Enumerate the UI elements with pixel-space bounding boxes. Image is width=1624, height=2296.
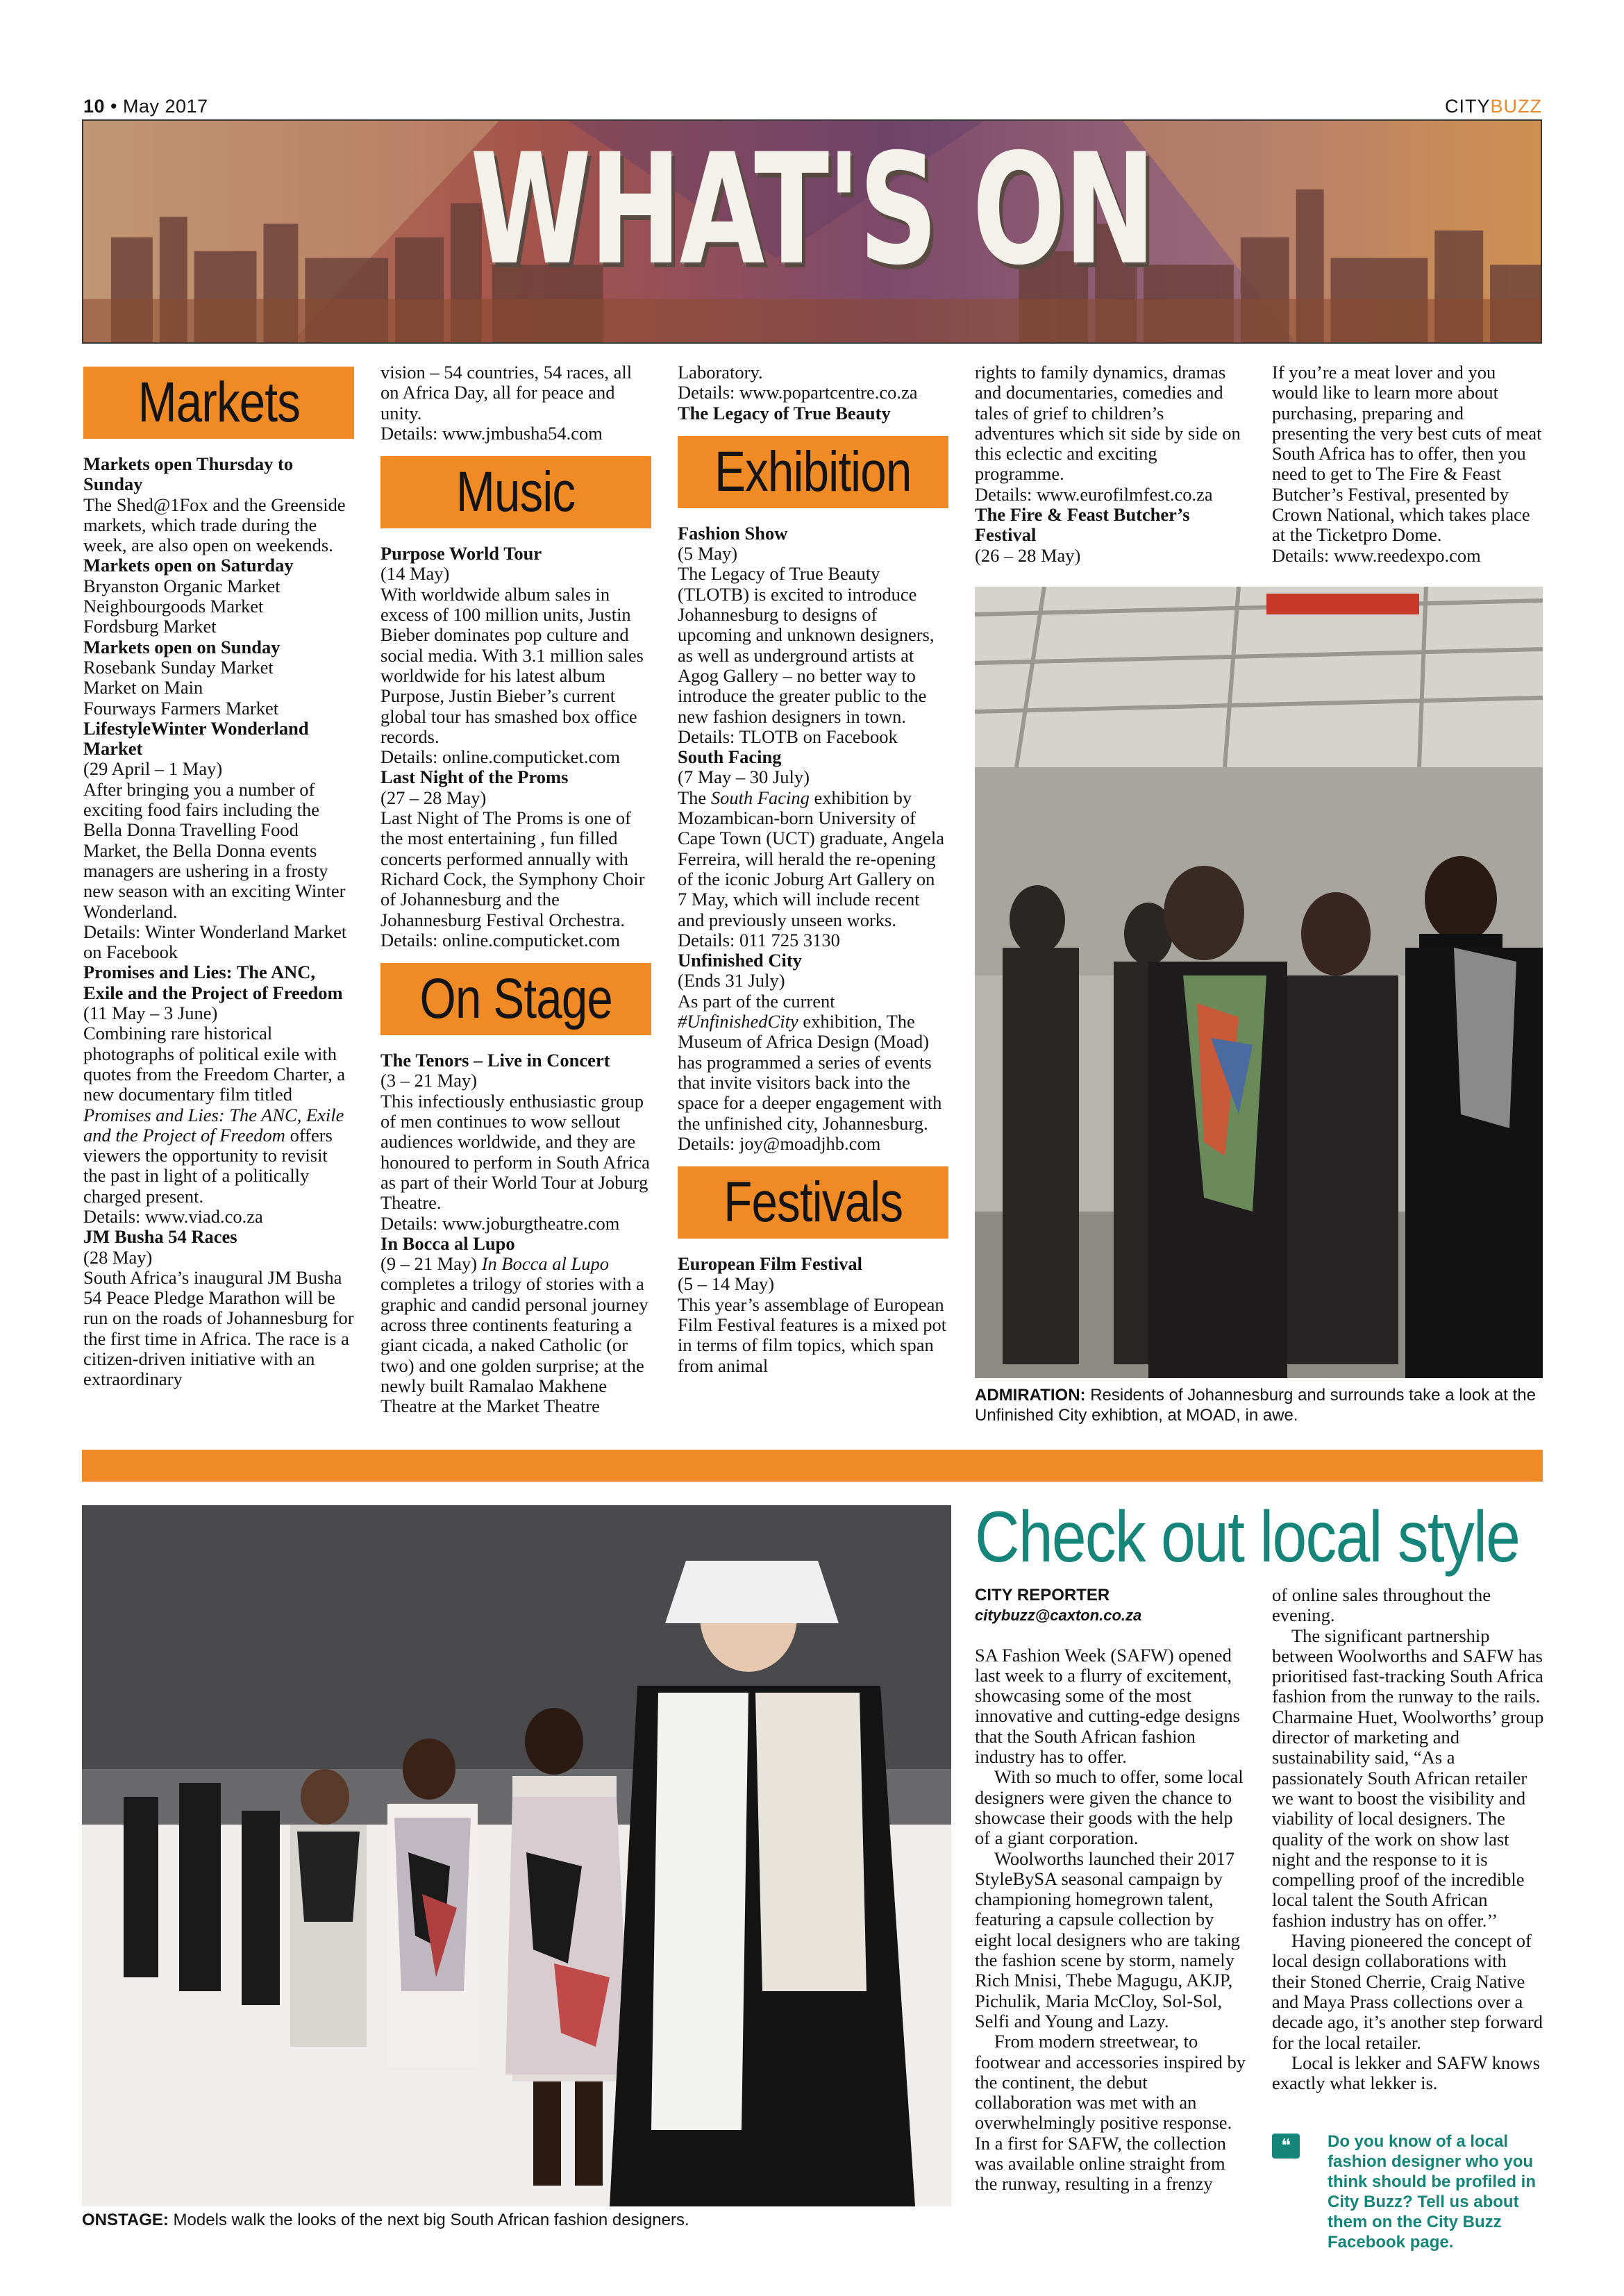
caption-label: ADMIRATION: [975,1386,1086,1405]
listing-heading: European Film Festival [678,1253,862,1275]
listing-text: Details: www.popartcentre.co.za [678,382,918,403]
listing-text: Combining rare historical photographs of political exile with quotes from the Freedom Charter, a new documentary film titled Promises and Lies: The ANC, Exile and the Project of Freedom offers viewers the opportunity to revisit the past in light of a politically charged present. [83,1023,346,1207]
section-header-markets: Markets [83,367,354,439]
listing-text: (3 – 21 May) [380,1070,478,1091]
byline-email: citybuzz@caxton.co.za [975,1607,1142,1625]
article-paragraph: The significant partnership between Woolworths and SAFW has prioritised fast-tracking South Africa fashion from the runway to the rails. Charmaine Huet, Woolworths’ group director of marketing and sustainability said, “As a passionately South African retailer we want to boost the visibility and viability of local designers. The quality of the work on show last night and the response to it is compelling proof of the incredible local talent the South African fashion industry has on offer.’’ [1272,1625,1544,1931]
listing-heading: Last Night of the Proms [380,766,569,788]
byline: CITY REPORTER [975,1586,1110,1604]
article-headline: Check out local style [975,1497,1520,1577]
listing-text: Details: www.viad.co.za [83,1205,263,1227]
article-paragraph: of online sales throughout the evening. [1272,1584,1491,1626]
listing-text: Details: online.computicket.com [380,929,621,950]
article-body-b [1272,1585,1544,2093]
gallery-visitors-image [975,587,1543,1378]
listing-heading: Markets open Thursday to Sunday [83,453,294,495]
on-stage-listings [380,1050,651,1416]
jm-busha-continuation [380,362,651,444]
listing-text: (26 – 28 May) [975,544,1081,566]
listing-text: South Africa’s inaugural JM Busha 54 Peace Pledge Marathon will be run on the roads of Johannesburg for the first time in Africa. The race is a citizen-driven initiative with an extraordinary [83,1266,354,1390]
listing-heading: South Facing [678,746,782,768]
listing-text: The South Facing exhibition by Mozambican-born University of Cape Town (UCT) graduate, Angela Ferreira, will herald the re-opening of the iconic Joburg Art Gallery on 7 May, which will include recent and previously unseen works. [678,787,945,930]
listing-text: (11 May – 3 June) [83,1003,218,1024]
column-1 [83,362,354,1390]
listing-text: (27 – 28 May) [380,787,487,808]
listing-text: Details: www.reedexpo.com [1272,544,1481,566]
listing-text: Details: 011 725 3130 [678,929,840,950]
listing-text: (5 May) [678,543,738,564]
listing-text: The Shed@1Fox and the Greenside markets, which trade during the week, are also open on weekends. [83,494,346,556]
listing-text: The Legacy of True Beauty (TLOTB) is excited to introduce Johannesburg to designs of upcoming and unknown designers, as well as underground artists at Agog Gallery – no better way to introduce the greater public to the new fashion designers in town. [678,563,935,727]
listing-heading: Purpose World Tour [380,543,542,564]
banner-title: WHAT'S ON [470,121,1154,299]
listing-text: Details: www.eurofilmfest.co.za [975,483,1213,505]
caption-onstage [82,2210,951,2230]
article-paragraph: With so much to offer, some local designers were given the chance to showcase their goods with the help of a giant corporation. [975,1766,1244,1849]
article-paragraph: Having pioneered the concept of local design collaborations with their Stoned Cherrie, Craig Native and Maya Prass collections over a decade ago, it’s another step forward for the local retailer. [1272,1930,1543,2053]
brand-logo [1445,96,1542,117]
listing-text: Laboratory. [678,362,763,383]
listing-text: Rosebank Sunday Market [83,656,274,678]
fire-feast-listing [1272,362,1544,566]
listing-text: (29 April – 1 May) [83,758,223,780]
listing-text: Market on Main [83,677,203,698]
column-3 [678,362,948,1376]
brand-buzz: BUZZ [1490,96,1542,117]
listing-text: Details: Winter Wonderland Market on Facebook [83,921,347,963]
section-header-music: Music [380,456,651,528]
listing-text: Fourways Farmers Market [83,697,279,719]
listing-text: After bringing you a number of exciting food fairs including the Bella Donna Travelling Food Market, the Bella Donna events managers are ushering in a frosty new season with an exciting Winter Wonderland. [83,778,346,922]
listing-text: If you’re a meat lover and you would like to learn more about purchasing, preparing and presenting the very best cuts of meat South Africa has to offer, then you need to get to The Fire & Feast Butcher’s Festival, presented by Crown National, which takes place at the Ticketpro Dome. [1272,362,1542,546]
listing-text: As part of the current #UnfinishedCity exhibition, The Museum of Africa Design (Moad) has programmed a series of events that invite visitors back into the space for a deeper engagement with the unfinished city, Johannesburg. [678,990,942,1134]
listing-heading: JM Busha 54 Races [83,1226,237,1248]
listing-text: Last Night of The Proms is one of the most entertaining , fun filled concerts performed annually with Richard Cock, the Symphony Choir of Johannesburg and the Johannesburg Festival Orchestra. [380,807,645,930]
listing-heading: The Tenors – Live in Concert [380,1050,610,1071]
column-5 [1272,362,1544,566]
issue-date: May 2017 [123,96,208,117]
festivals-listings [678,1254,948,1376]
listing-text: Details: TLOTB on Facebook [678,726,898,747]
article-column-a [975,1585,1246,2195]
listing-heading: The Legacy of True Beauty [678,402,891,424]
festivals-continuation [975,362,1246,566]
exhibition-top [678,362,948,424]
listing-text: (28 May) [83,1246,153,1268]
listing-text: (9 – 21 May) In Bocca al Lupo completes a trilogy of stories with a graphic and candid personal journey across three continents featuring a giant cicada, a naked Catholic (or two) and one golden surprise; at the newly built Ramalao Makhene Theatre at the Market Theatre [380,1253,648,1417]
column-2 [380,362,651,1416]
listing-text: Details: www.joburgtheatre.com [380,1212,620,1234]
listing-heading: LifestyleWinter Wonderland Market [83,717,309,760]
markets-listings [83,454,354,1390]
section-header-exhibition: Exhibition [678,436,948,508]
callout-text: Do you know of a local fashion designer who you think should be profiled in City Buzz? Tell us about them on the City Buzz Facebook page. [1328,2132,1536,2252]
caption-admiration [975,1385,1543,1425]
article-paragraph: Local is lekker and SAFW knows exactly what lekker is. [1272,2052,1540,2094]
listing-text: With worldwide album sales in excess of 100 million units, Justin Bieber dominates pop culture and social media. With 3.1 million sales worldwide for his latest album Purpose, Justin Bieber’s current global tour has smashed box office records. [380,583,644,747]
listing-heading: Markets open on Saturday [83,555,294,576]
column-4 [975,362,1246,566]
listing-text: Details: joy@moadjhb.com [678,1132,881,1154]
article-column-b [1272,1585,1544,2093]
caption-label: ONSTAGE: [82,2211,169,2229]
exhibition-listings [678,523,948,1154]
article-body-a [975,1645,1246,2195]
page-folio: 10 • May 2017 [83,96,208,117]
listing-heading: Unfinished City [678,950,802,971]
runway-photo [82,1505,951,2206]
listing-text: This infectiously enthusiastic group of men continues to wow sellout audiences worldwide, and they are honoured to perform in South Africa as part of their World Tour at Joburg Theatre. [380,1090,650,1214]
article-paragraph: From modern streetwear, to footwear and accessories inspired by the continent, the debut collaboration was met with an overwhelmingly positive response. In a first for SAFW, the collection was available online straight from the runway, resulting in a frenzy [975,2031,1246,2195]
brand-city: CITY [1444,96,1491,117]
listing-text: Details: www.jmbusha54.com [380,422,603,444]
listing-text: (7 May – 30 July) [678,766,810,788]
fashion-runway-image [82,1505,951,2206]
listing-text: rights to family dynamics, dramas and documentaries, comedies and tales of grief to children’s adventures which sit side by side on this eclectic and exciting programme. [975,362,1241,485]
listing-text: (14 May) [380,563,450,585]
section-divider-bar [82,1450,1543,1482]
callout-box [1272,2131,1544,2252]
article-paragraph: SA Fashion Week (SAFW) opened last week to a flurry of excitement, showcasing some of the most innovative and cutting-edge designs that the South African fashion industry has to offer. [975,1644,1240,1768]
quote-icon: ❝ [1272,2134,1300,2159]
listing-heading: In Bocca al Lupo [380,1232,515,1254]
listing-text: Details: online.computicket.com [380,746,621,768]
listing-text: vision – 54 countries, 54 races, all on Africa Day, all for peace and unity. [380,362,633,424]
listing-text: Neighbourgoods Market [83,596,264,617]
listing-text: Fordsburg Market [83,616,217,637]
listing-text: (5 – 14 May) [678,1273,775,1295]
listing-heading: Fashion Show [678,522,788,544]
caption-text: Residents of Johannesburg and surrounds take a look at the Unfinished City exhibtion, at MOAD, in awe. [975,1386,1536,1425]
section-header-festivals: Festivals [678,1166,948,1239]
listing-text: Bryanston Organic Market [83,575,281,596]
listing-text: This year’s assemblage of European Film Festival features is a mixed pot in terms of film topics, which span from animal [678,1293,947,1376]
article-paragraph: Woolworths launched their 2017 StyleBySA seasonal campaign by championing homegrown talent, featuring a capsule collection by eight local designers who are taking the fashion scene by storm, namely Rich Mnisi, Thebe Magugu, AKJP, Pichulik, Maria McCloy, Sol-Sol, Selfi and Young and Lazy. [975,1847,1240,2031]
caption-text: Models walk the looks of the next big South African fashion designers. [168,2211,689,2229]
page-number: 10 [83,96,106,117]
listing-heading: The Fire & Feast Butcher’s Festival [975,504,1190,546]
whats-on-banner [82,119,1542,344]
gallery-photo [975,587,1543,1378]
listing-heading: Promises and Lies: The ANC, Exile and the Project of Freedom [83,962,343,1003]
music-listings [380,544,651,950]
listing-heading: Markets open on Sunday [83,636,281,657]
listing-text: (Ends 31 July) [678,970,785,991]
section-header-on-stage: On Stage [380,963,651,1035]
